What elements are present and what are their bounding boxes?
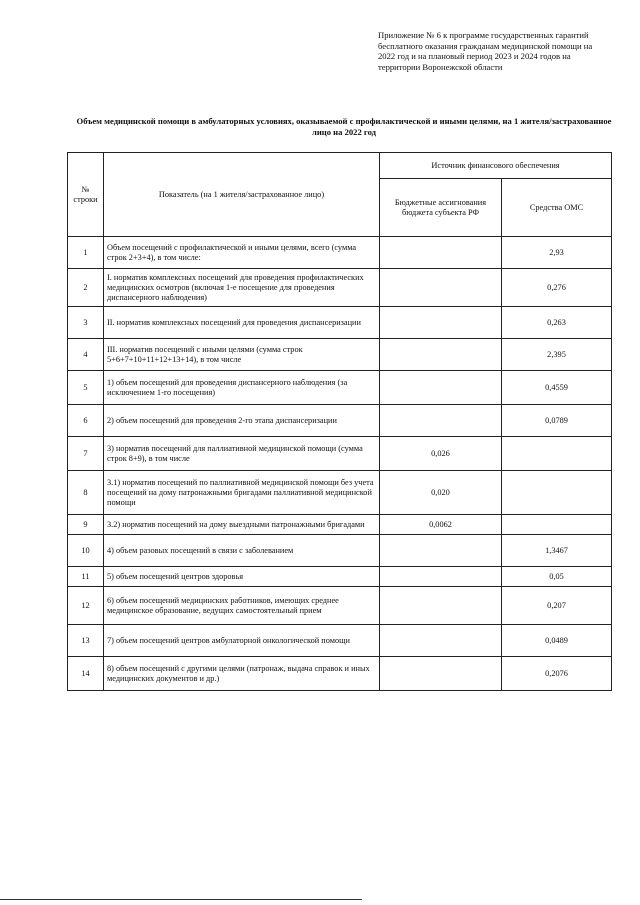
budget-value-cell: [380, 587, 502, 625]
oms-value-cell: [502, 437, 612, 471]
oms-value-cell: 0,263: [502, 307, 612, 339]
oms-value-cell: 0,0489: [502, 625, 612, 657]
oms-value-cell: 0,207: [502, 587, 612, 625]
table-row: [68, 567, 612, 587]
row-number-cell: 9: [68, 515, 104, 535]
budget-value-cell: [380, 371, 502, 405]
indicator-cell: 7) объем посещений центров амбулаторной онкологической помощи: [104, 625, 380, 657]
table-row: [68, 587, 612, 625]
budget-value-cell: [380, 535, 502, 567]
oms-value-cell: 1,3467: [502, 535, 612, 567]
row-number-cell: 3: [68, 307, 104, 339]
budget-value-cell: 0,026: [380, 437, 502, 471]
budget-value-cell: [380, 339, 502, 371]
indicator-cell: 3.1) норматив посещений по паллиативной медицинской помощи без учета посещений на дому патронажными бригадами паллиативной медицинской помощи: [104, 471, 380, 515]
oms-value-cell: [502, 515, 612, 535]
row-number-cell: 1: [68, 237, 104, 269]
volume-table: [67, 152, 612, 691]
row-number-cell: 6: [68, 405, 104, 437]
indicator-cell: 3.2) норматив посещений на дому выездными патронажными бригадами: [104, 515, 380, 535]
table-row: [68, 515, 612, 535]
indicator-cell: Объем посещений с профилактической и иными целями, всего (сумма строк 2+3+4), в том числе:: [104, 237, 380, 269]
oms-value-cell: 0,2076: [502, 657, 612, 691]
oms-value-cell: 0,05: [502, 567, 612, 587]
budget-value-cell: [380, 405, 502, 437]
row-number-cell: 2: [68, 269, 104, 307]
table-row: [68, 625, 612, 657]
header-indicator: Показатель (на 1 жителя/застрахованное лицо): [104, 153, 380, 237]
indicator-cell: 3) норматив посещений для паллиативной медицинской помощи (сумма строк 8+9), в том числе: [104, 437, 380, 471]
oms-value-cell: 2,93: [502, 237, 612, 269]
budget-value-cell: [380, 307, 502, 339]
budget-value-cell: [380, 567, 502, 587]
budget-value-cell: [380, 625, 502, 657]
document-title: Объем медицинской помощи в амбулаторных условиях, оказываемой с профилактической и иными целями, на 1 жителя/застрахованное лицо на 2022 год: [76, 116, 612, 137]
header-budget: Бюджетные ассигнования бюджета субъекта РФ: [380, 179, 502, 237]
table-row: [68, 471, 612, 515]
budget-value-cell: 0,020: [380, 471, 502, 515]
budget-value-cell: [380, 657, 502, 691]
row-number-cell: 5: [68, 371, 104, 405]
appendix-note: Приложение № 6 к программе государственных гарантий бесплатного оказания гражданам медицинской помощи на 2022 год и на плановый период 2023 и 2024 годов на территории Воронежской области: [378, 30, 593, 73]
row-number-cell: 14: [68, 657, 104, 691]
indicator-cell: I. норматив комплексных посещений для проведения профилактических медицинских осмотров (включая 1-е посещение для проведения диспансерного наблюдения): [104, 269, 380, 307]
row-number-cell: 7: [68, 437, 104, 471]
table-row: [68, 657, 612, 691]
table-row: [68, 437, 612, 471]
indicator-cell: 8) объем посещений с другими целями (патронаж, выдача справок и иных медицинских документов и др.): [104, 657, 380, 691]
footer-rule: [0, 899, 362, 900]
row-number-cell: 8: [68, 471, 104, 515]
budget-value-cell: [380, 237, 502, 269]
table-body: [68, 237, 612, 691]
indicator-cell: 1) объем посещений для проведения диспансерного наблюдения (за исключением 1-го посещения): [104, 371, 380, 405]
table-row: [68, 371, 612, 405]
table-row: [68, 237, 612, 269]
oms-value-cell: [502, 471, 612, 515]
indicator-cell: 4) объем разовых посещений в связи с заболеванием: [104, 535, 380, 567]
row-number-cell: 12: [68, 587, 104, 625]
oms-value-cell: 0,0789: [502, 405, 612, 437]
oms-value-cell: 2,395: [502, 339, 612, 371]
row-number-cell: 13: [68, 625, 104, 657]
header-oms: Средства ОМС: [502, 179, 612, 237]
indicator-cell: II. норматив комплексных посещений для проведения диспансеризации: [104, 307, 380, 339]
oms-value-cell: 0,4559: [502, 371, 612, 405]
row-number-cell: 10: [68, 535, 104, 567]
indicator-cell: 2) объем посещений для проведения 2-го этапа диспансеризации: [104, 405, 380, 437]
budget-value-cell: [380, 269, 502, 307]
header-row-number: № строки: [68, 153, 104, 237]
budget-value-cell: 0,0062: [380, 515, 502, 535]
row-number-cell: 4: [68, 339, 104, 371]
table-row: [68, 307, 612, 339]
indicator-cell: 5) объем посещений центров здоровья: [104, 567, 380, 587]
table-row: [68, 339, 612, 371]
row-number-cell: 11: [68, 567, 104, 587]
table-row: [68, 405, 612, 437]
indicator-cell: III. норматив посещений с иными целями (сумма строк 5+6+7+10+11+12+13+14), в том числе: [104, 339, 380, 371]
header-source: Источник финансового обеспечения: [380, 153, 612, 179]
table-row: [68, 535, 612, 567]
table-row: [68, 269, 612, 307]
indicator-cell: 6) объем посещений медицинских работников, имеющих среднее медицинское образование, ведущих самостоятельный прием: [104, 587, 380, 625]
oms-value-cell: 0,276: [502, 269, 612, 307]
